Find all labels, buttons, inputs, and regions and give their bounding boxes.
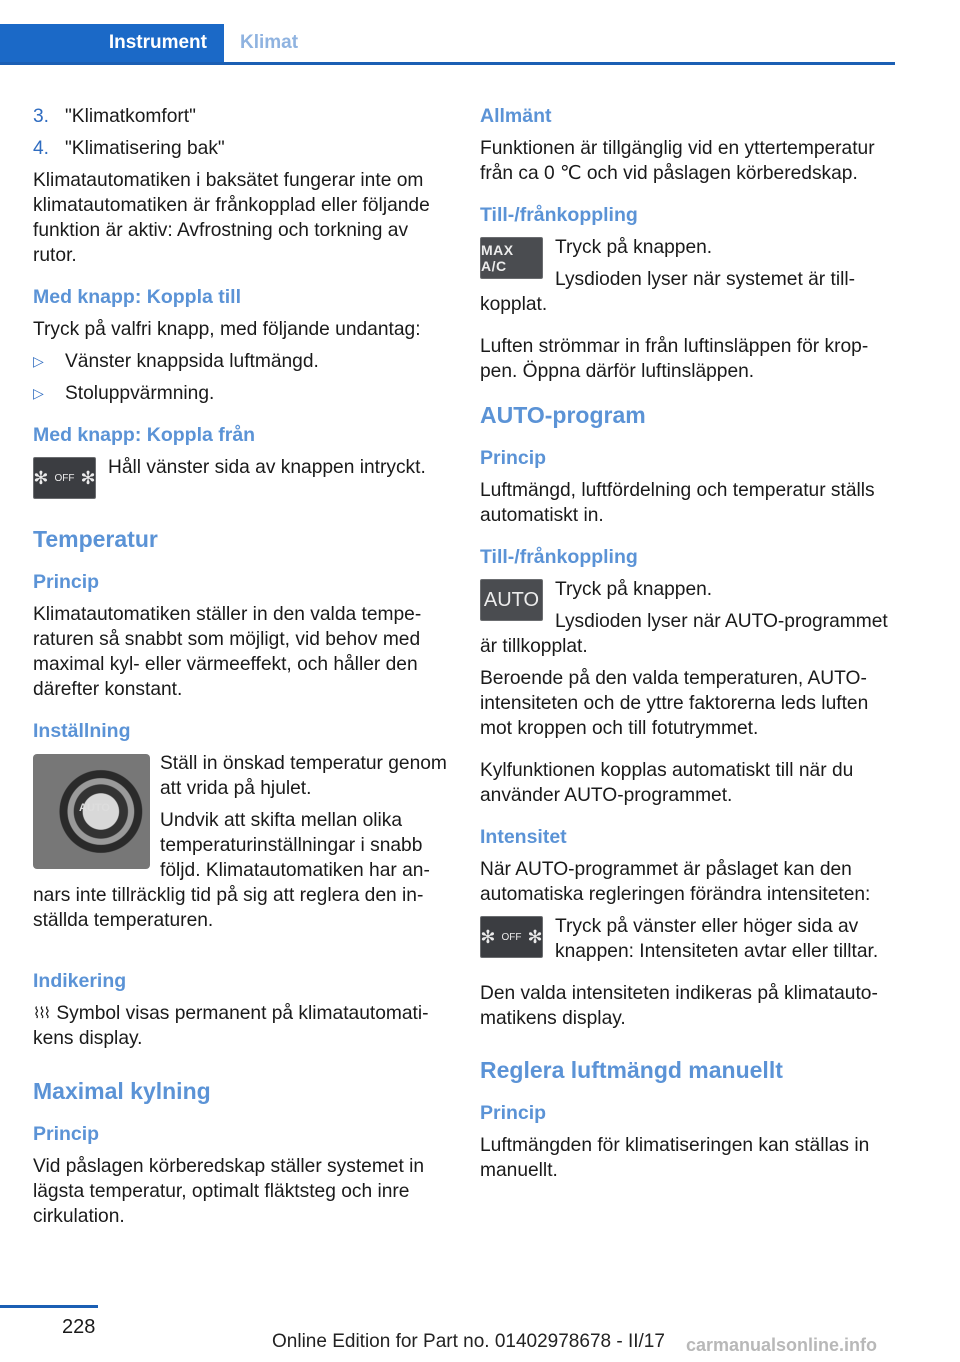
paragraph [33, 1001, 447, 1051]
list-item [33, 349, 447, 374]
triangle-bullet-icon: ▷ [33, 353, 44, 369]
tab-klimat[interactable]: Klimat [240, 32, 299, 53]
watermark: carmanualsonline.info [686, 1335, 878, 1355]
subheading: Inställning [33, 720, 131, 742]
max-ac-button-image: MAX A/C [480, 237, 543, 279]
knob-label: AUTO [79, 802, 110, 814]
subheading: Med knapp: Koppla till [33, 286, 241, 308]
button-instruction [480, 235, 898, 317]
fan-icon: ✻ [480, 926, 496, 947]
paragraph: Klimatautomatiken i baksätet fungerar inte om klimatautomatiken är frånkopplad eller följande funktion är aktiv: Avfrostning och torkning av rutor. [33, 170, 430, 266]
subheading: Intensitet [480, 826, 567, 848]
subheading: Princip [480, 1102, 547, 1124]
paragraph: Luftmängd, luftfördelning och temperatur ställs automatiskt in. [480, 480, 875, 526]
subheading: Princip [33, 571, 100, 593]
section-heading: Temperatur [33, 526, 158, 552]
temperature-knob-image [33, 754, 150, 869]
fan-off-label: OFF [501, 931, 522, 943]
paragraph: Tryck på vänster eller höger sida av knappen: Intensiteten avtar eller tilltar. [555, 916, 879, 962]
paragraph: Vid påslagen körberedskap ställer systemet in lägsta temperatur, optimalt fläktsteg och inre cirkulation. [33, 1156, 425, 1227]
paragraph: Beroende på den valda temperaturen, AUTO-intensiteten och de yttre faktorerna leds luften mot kroppen och till fotutrymmet. [480, 668, 869, 739]
paragraph: Klimatautomatiken ställer in den valda temperaturen så snabbt som möjligt, vid behov med maximal kyl- eller värmeeffekt, och håller den därefter konstant. [33, 604, 422, 700]
button-instruction [33, 455, 447, 499]
paragraph: Tryck på knappen. [555, 237, 713, 258]
paragraph: Håll vänster sida av knappen intryckt. [108, 457, 426, 478]
paragraph: När AUTO-programmet är påslaget kan den automatiska regleringen förändra intensiteten: [480, 859, 871, 905]
paragraph: Kylfunktionen kopplas automatiskt till när du använder AUTO-programmet. [480, 760, 854, 806]
paragraph-text: Symbol visas permanent på klimatautomatikens display. [33, 1003, 429, 1049]
page-number: 228 [62, 1316, 96, 1338]
paragraph: Den valda intensiteten indikeras på klimatautomatikens display. [480, 983, 878, 1029]
fan-button-image [480, 916, 543, 958]
subheading: Allmänt [480, 105, 552, 127]
list-text: "Klimatisering bak" [65, 138, 225, 159]
fan-icon: ✻ [80, 467, 96, 488]
list-text: Vänster knappsida luftmängd. [65, 351, 319, 372]
paragraph: Lysdioden lyser när AUTO-programmet är tillkopplat. [480, 611, 888, 657]
list-item [33, 381, 447, 406]
paragraph: Luftmängden för klimatiseringen kan ställas in manuellt. [480, 1135, 870, 1181]
subheading: Indikering [33, 970, 127, 992]
button-instruction [480, 577, 898, 659]
tab-instrument[interactable]: Instrument [0, 24, 224, 62]
edition-footer: Online Edition for Part no. 01402978678 - II/17 [272, 1331, 665, 1352]
section-heading: AUTO-program [480, 402, 646, 428]
button-instruction [480, 914, 898, 964]
paragraph: Funktionen är tillgänglig vid en yttertemperatur från ca 0 ℃ och vid påslagen körberedskap. [480, 138, 875, 184]
paragraph: Tryck på knappen. [555, 579, 713, 600]
fan-button-image [33, 457, 96, 499]
subheading: Med knapp: Koppla från [33, 424, 256, 446]
subheading: Till-/frånkoppling [480, 204, 638, 226]
cooling-symbol-icon: ⌇⌇⌇ [33, 1005, 49, 1022]
subheading: Princip [33, 1123, 100, 1145]
section-heading: Maximal kylning [33, 1078, 211, 1104]
paragraph: Luften strömmar in från luftinsläppen för kroppen. Öppna därför luftinsläppen. [480, 336, 869, 382]
fan-off-label: OFF [54, 472, 75, 484]
fan-icon: ✻ [527, 926, 543, 947]
list-number: 3. [33, 106, 50, 127]
subheading: Till-/frånkoppling [480, 546, 638, 568]
section-heading: Reglera luftmängd manuellt [480, 1057, 783, 1083]
paragraph: Tryck på valfri knapp, med följande undantag: [33, 319, 421, 340]
triangle-bullet-icon: ▷ [33, 385, 44, 401]
list-number: 4. [33, 138, 50, 159]
chapter-tab-bar [0, 24, 895, 65]
knob-instruction [33, 751, 447, 933]
right-column [480, 104, 898, 1183]
page-number-rule [0, 1305, 98, 1308]
left-column [33, 104, 447, 1229]
subheading: Princip [480, 447, 547, 469]
list-text: Stoluppvärmning. [65, 383, 215, 404]
paragraph: Ställ in önskad temperatur genom att vrida på hjulet. [160, 753, 447, 799]
paragraph: Lysdioden lyser när systemet är tillkopplat. [480, 269, 856, 315]
auto-button-image: AUTO [480, 579, 543, 621]
paragraph: Undvik att skifta mellan olika temperaturinställningar i snabb följd. Klimatautomatiken har annars inte tillräcklig tid på sig att reglera den inställda temperaturen. [33, 810, 430, 931]
list-item [33, 136, 447, 161]
fan-icon: ✻ [33, 467, 49, 488]
list-item [33, 104, 447, 129]
list-text: "Klimatkomfort" [65, 106, 196, 127]
